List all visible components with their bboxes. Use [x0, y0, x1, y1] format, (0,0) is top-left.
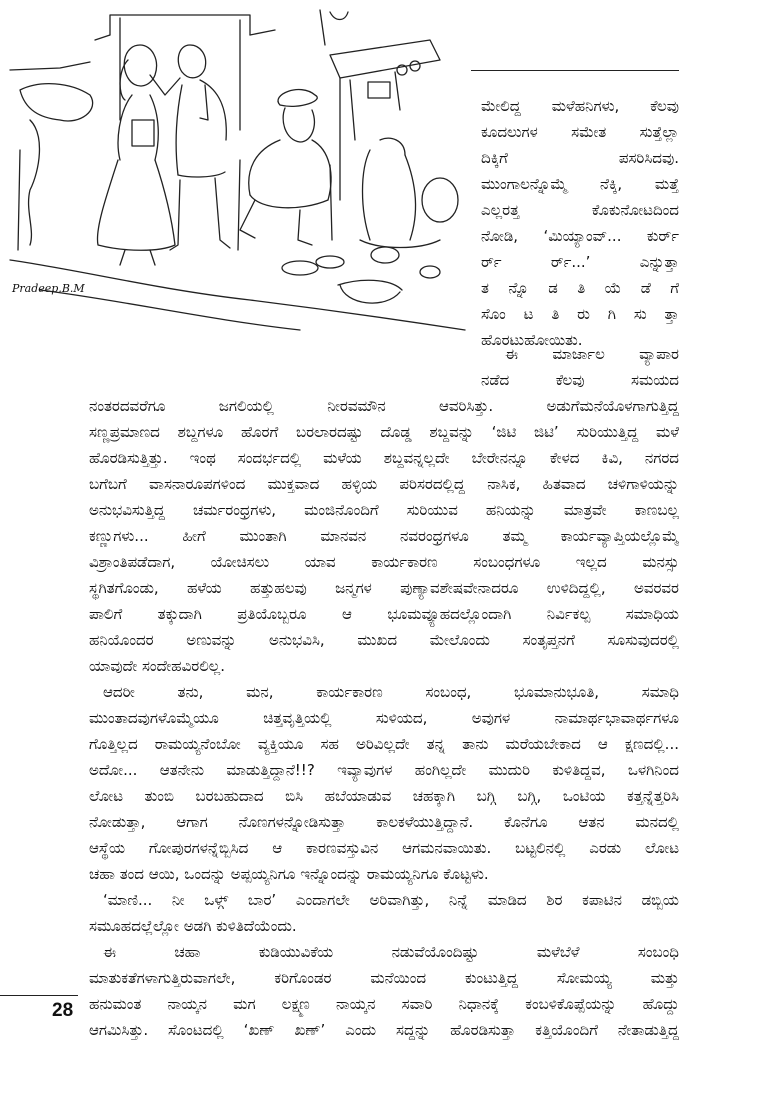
page-number-rule	[0, 995, 78, 996]
column-top-rule	[471, 70, 679, 71]
text-line: ಮೇಲಿದ್ದ ಮಳೆಹನಿಗಳು, ಕೆಲವು	[481, 97, 679, 115]
text-line: ಆದರೀ ತನು, ಮನ, ಕಾರ್ಯಕಾರಣ ಸಂಬಂಧ, ಭೂಮಾನುಭೂತಿ, ಸಮಾಧಿ	[103, 683, 679, 701]
text-line: ಮಾತುಕತೆಗಳಾಗುತ್ತಿರುವಾಗಲೇ, ಕರಿಗೊಂಡರ ಮನೆಯಿಂದ ಕುಂಟುತ್ತಿದ್ದ ಸೋಮಯ್ಯ ಮತ್ತು	[89, 969, 679, 987]
main-body-text	[89, 393, 679, 1043]
right-column-text	[481, 93, 679, 353]
text-line: ಹೊರಡಿಸುತ್ತಿತ್ತು. ಇಂಥ ಸಂದರ್ಭದಲ್ಲಿ ಮಳೆಯ ಶಬ್ದವನ್ನಲ್ಲದೇ ಬೇರೇನನ್ನೂ ಕೇಳದ ಕಿವಿ, ನಗರದ	[89, 449, 679, 467]
text-line: ಹನುಮಂತ ನಾಯ್ಕನ ಮಗ ಲಕ್ಷ್ಮಣ ನಾಯ್ಕನ ಸವಾರಿ ನಿಧಾನಕ್ಕೆ ಕಂಬಳಿಕೊಪ್ಪೆಯನ್ನು ಹೊದ್ದು	[89, 995, 679, 1013]
text-line: ಎಲ್ಲರತ್ತ ಕೊಕುನೋಟದಿಂದ	[481, 201, 679, 219]
text-line: ಸ್ಥಗಿತಗೊಂಡು, ಹಳೆಯ ಹತ್ತುಹಲವು ಜನ್ಮಗಳ ಪುಣ್ಯಾವಶೇಷವೇನಾದರೂ ಉಳಿದಿದ್ದಲ್ಲಿ, ಅವರವರ	[89, 579, 679, 597]
text-line: ಪಾಲಿಗೆ ತಕ್ಕುದಾಗಿ ಪ್ರತಿಯೊಬ್ಬರೂ ಆ ಭೂಮವ್ಯೂಹದಲ್ಲೊಂದಾಗಿ ನಿರ್ವಿಕಲ್ಪ ಸಮಾಧಿಯ	[89, 605, 679, 623]
text-line: ನೋಡಿ, ‘ಮಿಯ್ಯಾಂವ್... ಕುರ್ರ್	[481, 227, 679, 245]
text-line: ಮುಂಗಾಲನ್ನೊಮ್ಮೆ ನೆಕ್ಕಿ, ಮತ್ತೆ	[481, 175, 679, 193]
text-line: ತ ನ್ನೊ ಡ ತಿ ಯೆ ಡೆ ಗೆ	[481, 279, 679, 297]
text-line: ರ್ರ್ ರ್ರ್...’ ಎನ್ನುತ್ತಾ	[481, 253, 679, 271]
page-number: 28	[52, 1000, 74, 1021]
text-line: ಆಸ್ಥೆಯ ಗೋಪುರಗಳನ್ನೆಬ್ಬಿಸಿದ ಆ ಕಾರಣವಸ್ತುವಿನ ಆಗಮನವಾಯಿತು. ಬಟ್ಟಲಿನಲ್ಲಿ ಎರಡು ಲೋಟ	[89, 839, 679, 857]
text-line: ಯಾವುದೇ ಸಂದೇಹವಿರಲಿಲ್ಲ.	[89, 657, 226, 675]
text-line: ಹನಿಯೊಂದರ ಅಣುವನ್ನು ಅನುಭವಿಸಿ, ಮುಖದ ಮೇಲೊಂದು ಸಂತೃಪ್ತನಗೆ ಸೂಸುವುದರಲ್ಲಿ	[89, 631, 679, 649]
text-line: ಲೋಟ ತುಂಬಿ ಬರಬಹುದಾದ ಬಿಸಿ ಹಬೆಯಾಡುವ ಚಹಕ್ಕಾಗಿ ಬಗ್ಗಿ ಬಗ್ಗಿ, ಒಂಟಿಯ ಕತ್ತನ್ನೆತ್ತರಿಸಿ	[89, 787, 679, 805]
text-line: ಈ ಮಾರ್ಜಾಲ ವ್ಯಾಪಾರ	[505, 345, 679, 363]
text-line: ಆಗಮಿಸಿತ್ತು. ಸೊಂಟದಲ್ಲಿ ‘ಖಣ್ ಖಣ್’ ಎಂದು ಸದ್ದನ್ನು ಹೊರಡಿಸುತ್ತಾ ಕತ್ತಿಯೊಂದಿಗೆ ನೇತಾಡುತ್ತಿದ್ದ	[89, 1021, 679, 1039]
text-line: ಅದೋ... ಆತನೇನು ಮಾಡುತ್ತಿದ್ದಾನೆ!!? ಇವ್ಯಾವುಗಳ ಹಂಗಿಲ್ಲದೇ ಮುದುರಿ ಕುಳಿತಿದ್ದವ, ಒಳಗಿನಿಂದ	[89, 761, 679, 779]
text-line: ನಡೆದ ಕೆಲವು ಸಮಯದ	[481, 371, 679, 389]
text-line: ದಿಕ್ಕಿಗೆ ಪಸರಿಸಿದವು.	[481, 149, 679, 167]
text-line: ವಿಶ್ರಾಂತಿಪಡೆದಾಗ, ಯೋಚಿಸಲು ಯಾವ ಕಾರ್ಯಕಾರಣ ಸಂಬಂಧಗಳೂ ಇಲ್ಲದ ಮನಸ್ಸು	[89, 553, 679, 571]
text-line: ಗೊತ್ತಿಲ್ಲದ ರಾಮಯ್ಯನೆಂಬೋ ವ್ಯಕ್ತಿಯೂ ಸಹ ಅರಿವಿಲ್ಲದೇ ತನ್ನ ತಾನು ಮರೆಯಬೇಕಾದ ಆ ಕ್ಷಣದಲ್ಲಿ...	[89, 735, 679, 753]
text-line: ‘ಮಾಣಿ... ನೀ ಒಳ್ಗ್ ಬಾರ’ ಎಂದಾಗಲೇ ಅರಿವಾಗಿತ್ತು, ನಿನ್ನೆ ಮಾಡಿದ ಶಿರ ಕಪಾಟಿನ ಡಬ್ಬಿಯ	[103, 891, 679, 909]
text-line: ಸೊಂ ಟ ತಿ ರು ಗಿ ಸು ತ್ತಾ	[481, 305, 679, 323]
text-line: ಸಣ್ಣಪ್ರಮಾಣದ ಶಬ್ದಗಳೂ ಹೊರಗೆ ಬರಲಾರದಷ್ಟು ದೊಡ್ಡ ಶಬ್ದವನ್ನು ‘ಜಿಟಿ ಜಿಟಿ’ ಸುರಿಯುತ್ತಿದ್ದ ಮಳೆ	[89, 423, 679, 441]
text-line: ಅನುಭವಿಸುತ್ತಿದ್ದ ಚರ್ಮರಂಧ್ರಗಳು, ಮಂಜಿನೊಂದಿಗೆ ಸುರಿಯುವ ಹನಿಯನ್ನು ಮಾತ್ರವೇ ಕಾಣಬಲ್ಲ	[89, 501, 679, 519]
text-line: ಹೊರಟುಹೋಯಿತು.	[481, 331, 583, 349]
text-line: ಕೂದಲುಗಳ ಸಮೇತ ಸುತ್ತೆಲ್ಲಾ	[481, 123, 679, 141]
illustrator-signature: Pradeep.B.M	[12, 282, 85, 295]
text-line: ಈ ಚಹಾ ಕುಡಿಯುವಿಕೆಯ ನಡುವೆಯೊಂದಿಷ್ಟು ಮಳೆಬೆಳೆ ಸಂಬಂಧಿ	[103, 943, 679, 961]
text-line: ನೋಡುತ್ತಾ, ಆಗಾಗ ನೊಣಗಳನ್ನೋಡಿಸುತ್ತಾ ಕಾಲಕಳೆಯುತ್ತಿದ್ದಾನೆ. ಕೊನೆಗೂ ಆತನ ಮನದಲ್ಲಿ	[89, 813, 679, 831]
paragraph-start	[471, 341, 679, 393]
text-line: ಬಗೆಬಗೆ ವಾಸನಾರೂಪಗಳಿಂದ ಮುಕ್ತವಾದ ಹಳ್ಳಿಯ ಪರಿಸರದಲ್ಲಿದ್ದ ನಾಸಿಕ, ಹಿತವಾದ ಚಳಿಗಾಳಿಯನ್ನು	[89, 475, 679, 493]
text-line: ಚಹಾ ತಂದ ಆಯಿ, ಒಂದನ್ನು ಅಪ್ಪಯ್ಯನಿಗೂ ಇನ್ನೊಂದನ್ನು ರಾಮಯ್ಯನಿಗೂ ಕೊಟ್ಟಳು.	[89, 865, 489, 883]
text-line: ಸಮೂಹದಲ್ಲೆಲ್ಲೋ ಅಡಗಿ ಕುಳಿತಿದೆಯೆಂದು.	[89, 917, 297, 935]
text-line: ನಂತರದವರೆಗೂ ಜಗಲಿಯಲ್ಲಿ ನೀರವಮೌನ ಆವರಿಸಿತ್ತು. ಅಡುಗೆಮನೆಯೊಳಗಾಗುತ್ತಿದ್ದ	[89, 397, 679, 415]
text-line: ಕಣ್ಣುಗಳು... ಹೀಗೆ ಮುಂತಾಗಿ ಮಾನವನ ನವರಂಧ್ರಗಳೂ ತಮ್ಮ ಕಾರ್ಯವ್ಯಾಪ್ತಿಯಲ್ಲೊಮ್ಮೆ	[89, 527, 679, 545]
text-line: ಮುಂತಾದವುಗಳೊಮ್ಮೆಯೂ ಚಿತ್ತವೃತ್ತಿಯಲ್ಲಿ ಸುಳಿಯದ, ಅವುಗಳ ನಾಮಾರ್ಥಭಾವಾರ್ಥಗಳೂ	[89, 709, 679, 727]
